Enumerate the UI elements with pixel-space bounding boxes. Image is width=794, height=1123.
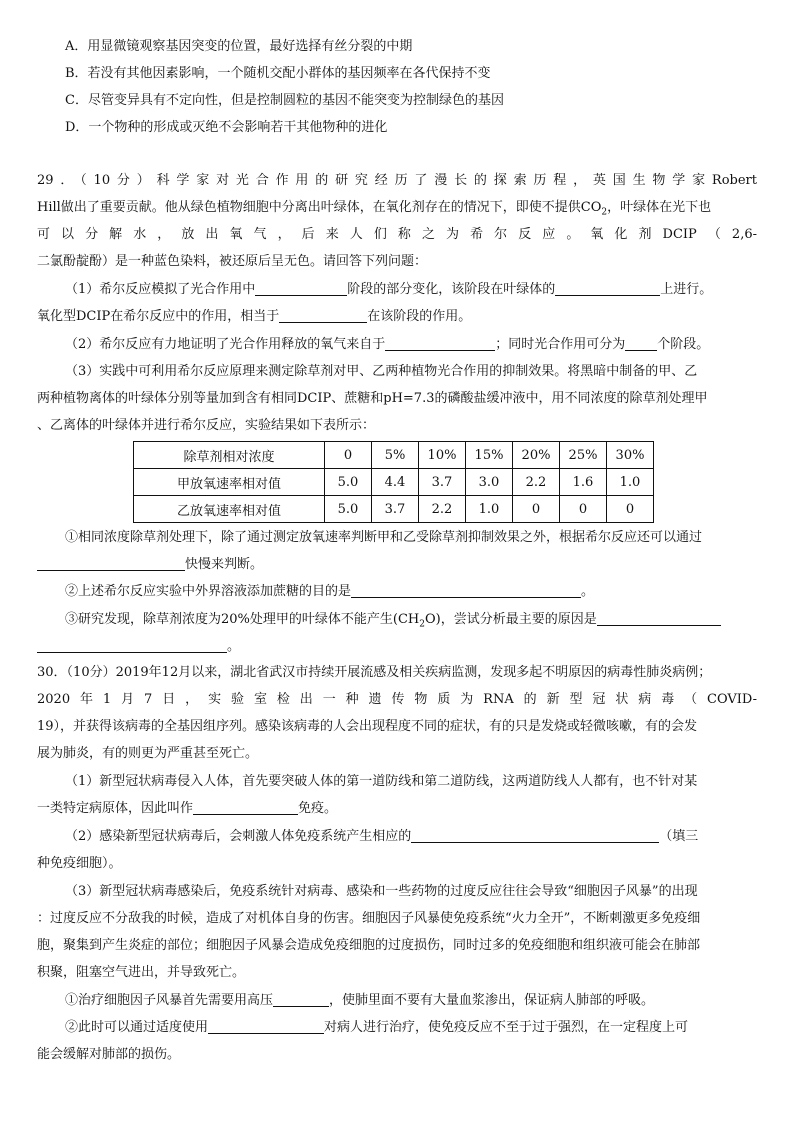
table-row: [134, 469, 654, 496]
q30-s1-text2: ，使肺里面不要有大量血浆渗出，保证病人肺部的呼吸。: [329, 993, 655, 1008]
q29-sub3-line1: [65, 611, 785, 634]
answer-blank[interactable]: [273, 992, 329, 1007]
q30-intro-line1: 30．（10分）2019年12月以来，湖北省武汉市持续开展流感及相关疾病监测，发现多起不明原因的病毒性肺炎病例；: [37, 665, 712, 680]
q30-sub1: [65, 992, 785, 1010]
q29-part3-line1: （3）实践中可利用希尔反应原理来测定除草剂对甲、乙两种植物光合作用的抑制效果。将黑暗中制备的甲、乙: [65, 364, 698, 379]
q29-part2: [65, 336, 785, 354]
table-cell: 20%: [513, 442, 560, 469]
table-cell: 4.4: [372, 469, 419, 496]
answer-blank[interactable]: [555, 281, 660, 296]
q29-sub2: [65, 583, 785, 601]
q29-p1-text: （1）希尔反应模拟了光合作用中: [65, 282, 256, 297]
q30-part3-line4: 积聚，阻塞空气进出，并导致死亡。: [37, 965, 246, 980]
answer-blank[interactable]: [255, 281, 347, 296]
table-cell: 25%: [560, 442, 607, 469]
table-cell: 2.2: [513, 469, 560, 496]
answer-blank[interactable]: [279, 308, 367, 323]
answer-blank[interactable]: [37, 638, 227, 653]
q30-p1-text2: 免疫。: [298, 801, 338, 816]
row-header: 甲放氧速率相对值: [134, 469, 325, 496]
table-cell: 15%: [466, 442, 513, 469]
q29-intro-line4: 二氯酚靛酚）是一种蓝色染料，被还原后呈无色。请回答下列问题：: [37, 254, 428, 269]
q29-s3-text3: 。: [227, 639, 241, 654]
table-cell: 0: [325, 442, 372, 469]
q29-sub1-line1: ①相同浓度除草剂处理下，除了通过测定放氧速率判断甲和乙受除草剂抑制效果之外，根据希尔反应还可以通过: [65, 530, 703, 545]
q30-part3-line3: 胞，聚集到产生炎症的部位；细胞因子风暴会造成免疫细胞的过度损伤，同时过多的免疫细胞和组织液可能会在肺部: [37, 938, 701, 953]
table-cell: 1.0: [607, 469, 654, 496]
q30-p1-text: 一类特定病原体，因此叫作: [37, 801, 194, 816]
q29-part3-line2: 两种植物离体的叶绿体分别等量加到含有相同DCIP、蔗糖和pH=7.3的磷酸盐缓冲液中，用不同浓度的除草剂处理甲: [37, 391, 708, 406]
q30-part1-line2: [37, 800, 757, 818]
q29-co2-sub: 2: [601, 207, 608, 218]
table-cell: 10%: [419, 442, 466, 469]
q30-intro-line4: 展为肺炎，有的则更为严重甚至死亡。: [37, 746, 259, 761]
q29-p2-text2: ；同时光合作用可分为: [495, 337, 626, 352]
q29-line2-text: Hill做出了重要贡献。他从绿色植物细胞中分离出叶绿体，在氧化剂存在的情况下，即使不提供CO: [37, 200, 602, 215]
q29-s2-text: ②上述希尔反应实验中外界溶液添加蔗糖的目的是: [65, 584, 352, 599]
table-cell: 0: [607, 496, 654, 523]
q30-part3-line2: ：过度反应不分敌我的时候，造成了对机体自身的伤害。细胞因子风暴使免疫系统“火力全开”，不断刺激更多免疫细: [37, 911, 701, 926]
answer-blank[interactable]: [193, 800, 298, 815]
q29-p1-text5: 在该阶段的作用。: [367, 309, 472, 324]
table-cell: 2.2: [419, 496, 466, 523]
answer-blank[interactable]: [208, 1019, 324, 1034]
table-cell: 1.0: [466, 496, 513, 523]
option-d: D．一个物种的形成或灭绝不会影响若干其他物种的进化: [65, 120, 388, 135]
option-c: C．尽管变异具有不定向性，但是控制圆粒的基因不能突变为控制绿色的基因: [65, 93, 504, 108]
table-cell: 5.0: [325, 469, 372, 496]
q29-s3-text2: O)，尝试分析最主要的原因是: [425, 612, 597, 627]
table-cell: 5%: [372, 442, 419, 469]
answer-blank[interactable]: [351, 583, 581, 598]
table-row: [134, 496, 654, 523]
herbicide-table: [133, 441, 654, 523]
q29-p1-text3: 上进行。: [660, 282, 713, 297]
q29-p1-text4: 氧化型DCIP在希尔反应中的作用，相当于: [37, 309, 280, 324]
table-cell: 30%: [607, 442, 654, 469]
table-cell: 3.7: [372, 496, 419, 523]
q30-part1-line1: （1）新型冠状病毒侵入人体，首先要突破人体的第一道防线和第二道防线，这两道防线人人都有，也不针对某: [65, 774, 698, 789]
q30-part2-line1: [65, 828, 785, 846]
q30-s2-text: ②此时可以通过适度使用: [65, 1020, 209, 1035]
answer-blank[interactable]: [597, 611, 721, 626]
q30-sub2-line1: [65, 1019, 757, 1037]
q29-intro-line2: [37, 199, 757, 222]
q29-s2-text2: 。: [581, 584, 595, 599]
row-header: 乙放氧速率相对值: [134, 496, 325, 523]
q30-sub2-line2: 能会缓解对肺部的损伤。: [37, 1047, 181, 1062]
option-a: A．用显微镜观察基因突变的位置，最好选择有丝分裂的中期: [65, 39, 413, 54]
q29-p1-text2: 阶段的部分变化，该阶段在叶绿体的: [347, 282, 556, 297]
q30-part3-line1: （3）新型冠状病毒感染后，免疫系统针对病毒、感染和一些药物的过度反应往往会导致“细胞因子风暴”的出现: [65, 884, 698, 899]
table-cell: 0: [560, 496, 607, 523]
q29-p2-text3: 个阶段。: [657, 337, 710, 352]
q29-intro-line1: 29．（10分）科学家对光合作用的研究经历了漫长的探索历程，英国生物学家Robert: [37, 173, 757, 188]
q30-p2-text: （2）感染新型冠状病毒后，会刺激人体免疫系统产生相应的: [65, 829, 412, 844]
q29-ch2o-sub: 2: [419, 619, 425, 630]
answer-blank[interactable]: [411, 828, 659, 843]
q29-sub3-line2: [37, 638, 757, 656]
q29-line2-tail: ，叶绿体在光下也: [607, 200, 712, 215]
table-cell: 3.7: [419, 469, 466, 496]
q29-part3-line3: 、乙离体的叶绿体并进行希尔反应，实验结果如下表所示：: [37, 418, 376, 433]
table-cell: 0: [513, 496, 560, 523]
answer-blank[interactable]: [625, 336, 657, 351]
q29-part1-line1: [65, 281, 785, 299]
q30-s2-text2: 对病人进行治疗，使免疫反应不至于过于强烈，在一定程度上可: [324, 1020, 689, 1035]
q30-s1-text: ①治疗细胞因子风暴首先需要用高压: [65, 993, 274, 1008]
q29-intro-line3: 可以分解水，放出氧气，后来人们称之为希尔反应。氧化剂DCIP（2,6-: [37, 227, 757, 242]
table-row: [134, 442, 654, 469]
q29-s1-text: 快慢来判断。: [185, 557, 264, 572]
q29-s3-text: ③研究发现，除草剂浓度为20%处理甲的叶绿体不能产生(CH: [65, 612, 420, 627]
q29-sub1-line2: [37, 556, 757, 574]
q30-intro-line2: 2020年1月7日，实验室检出一种遗传物质为RNA的新型冠状病毒（COVID-: [37, 692, 757, 707]
q29-p2-text: （2）希尔反应有力地证明了光合作用释放的氧气来自于: [65, 337, 386, 352]
option-b: B．若没有其他因素影响，一个随机交配小群体的基因频率在各代保持不变: [65, 66, 491, 81]
q30-intro-line3: 19），并获得该病毒的全基因组序列。感染该病毒的人会出现程度不同的症状，有的只是发烧或轻微咳嗽，有的会发: [37, 719, 698, 734]
table-cell: 3.0: [466, 469, 513, 496]
q30-p2-text2: （填三: [659, 829, 699, 844]
row-header: 除草剂相对浓度: [134, 442, 325, 469]
q30-part2-line2: 种免疫细胞）。: [37, 856, 122, 871]
table-cell: 1.6: [560, 469, 607, 496]
answer-blank[interactable]: [385, 336, 495, 351]
table-cell: 5.0: [325, 496, 372, 523]
q29-part1-line2: [37, 308, 757, 326]
answer-blank[interactable]: [37, 556, 185, 571]
